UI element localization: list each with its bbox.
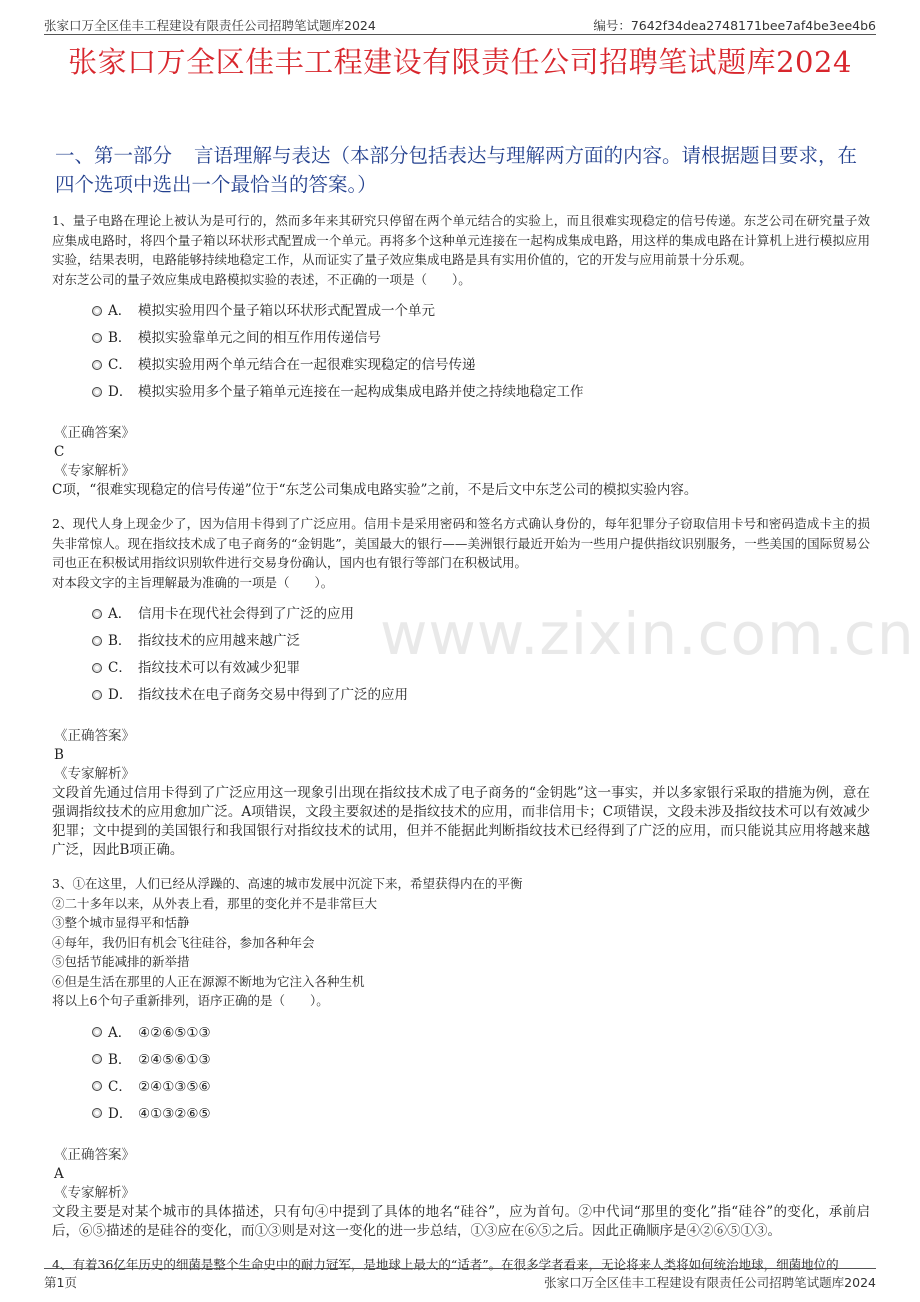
- question-stem: 2、现代人身上现金少了，因为信用卡得到了广泛应用。信用卡是采用密码和签名方式确认身份的，每年犯罪分子窃取信用卡号和密码造成卡主的损失非常惊人。现在指纹技术成了电子商务的“金钥匙”，美国最大的银行——美洲银行最近开始为一些用户提供指纹识别服务，一些美国的国际贸易公司也正在积极试用指纹识别软件进行交易身份确认，国内也有银行等部门在积极试用。: [52, 516, 870, 570]
- radio-button-icon[interactable]: [92, 360, 102, 370]
- option-letter: C．: [108, 357, 132, 373]
- radio-button-icon[interactable]: [92, 306, 102, 316]
- option-d[interactable]: [92, 379, 870, 406]
- option-letter: C．: [108, 1078, 132, 1095]
- question-list: [52, 211, 870, 1274]
- answer-block: [52, 727, 870, 860]
- answer-value: A: [54, 1165, 64, 1182]
- option-a[interactable]: [92, 298, 870, 325]
- answer-label: 《正确答案》: [54, 1146, 135, 1163]
- option-letter: B．: [108, 1051, 132, 1068]
- question-stem: 4、有着36亿年历史的细菌是整个生命史中的耐力冠军，是地球上最大的“适者”。在很多学者看来，无论将来人类将如何统治地球，细菌地位的: [52, 1256, 839, 1272]
- option-letter: A．: [108, 1024, 132, 1041]
- option-letter: D．: [108, 1105, 133, 1122]
- option-text: ②④⑤⑥①③: [138, 1051, 211, 1068]
- radio-button-icon[interactable]: [92, 609, 102, 619]
- option-d[interactable]: [92, 682, 870, 709]
- question-sentence: ④每年，我仍旧有机会飞往硅谷，参加各种年会: [52, 934, 315, 950]
- option-list: [92, 601, 870, 709]
- radio-button-icon[interactable]: [92, 636, 102, 646]
- option-text: ④②⑥⑤①③: [138, 1024, 211, 1041]
- question-sentence: ⑤包括节能减排的新举措: [52, 954, 190, 969]
- radio-button-icon[interactable]: [92, 1108, 102, 1118]
- option-c[interactable]: [92, 352, 870, 379]
- analysis-text: 文段主要是对某个城市的具体描述，只有句④中提到了具体的地名“硅谷”，应为首句。②中代词“那里的变化”指“硅谷”的变化，承前启后，⑥⑤描述的是硅谷的变化，而①③则是对这一变化的进一步总结，①③应在⑥⑤之后。因此正确顺序是④②⑥⑤①③。: [52, 1203, 870, 1239]
- option-text: 模拟实验用两个单元结合在一起很难实现稳定的信号传递: [138, 357, 476, 373]
- document-title: 张家口万全区佳丰工程建设有限责任公司招聘笔试题库2024: [68, 45, 852, 79]
- option-c[interactable]: [92, 1074, 870, 1101]
- option-list: [92, 1020, 870, 1128]
- answer-value: B: [54, 747, 64, 763]
- radio-button-icon[interactable]: [92, 690, 102, 700]
- page-number: 第1页: [44, 1275, 77, 1290]
- option-letter: B．: [108, 633, 132, 649]
- option-text: 指纹技术可以有效减少犯罪: [138, 660, 300, 676]
- section-heading: [55, 141, 865, 199]
- option-text: 模拟实验用多个量子箱单元连接在一起构成集成电路并使之持续地稳定工作: [138, 384, 584, 400]
- radio-button-icon[interactable]: [92, 333, 102, 343]
- option-letter: C．: [108, 660, 132, 676]
- analysis-label: 《专家解析》: [54, 463, 135, 479]
- option-text: 信用卡在现代社会得到了广泛的应用: [138, 606, 354, 622]
- analysis-label: 《专家解析》: [54, 1184, 135, 1201]
- option-d[interactable]: [92, 1101, 870, 1128]
- question-stem: 1、量子电路在理论上被认为是可行的，然而多年来其研究只停留在两个单元结合的实验上，而且很难实现稳定的信号传递。东芝公司在研究量子效应集成电路时，将四个量子箱以环状形式配置成一个单元。再将多个这种单元连接在一起构成集成电路，用这样的集成电路在计算机上进行模拟应用实验，结果表明，电路能够持续地稳定工作，从而证实了量子效应集成电路是具有实用价值的，它的开发与应用前景十分乐观。: [52, 213, 870, 267]
- option-text: 模拟实验用四个量子箱以环状形式配置成一个单元: [138, 303, 435, 319]
- radio-button-icon[interactable]: [92, 387, 102, 397]
- answer-block: [52, 1146, 870, 1241]
- header-doc-title: 张家口万全区佳丰工程建设有限责任公司招聘笔试题库2024: [44, 18, 376, 33]
- page-footer: [44, 1268, 876, 1293]
- question-prompt: 对东芝公司的量子效应集成电路模拟实验的表述，不正确的一项是（ ）。: [52, 271, 471, 287]
- section-text: 言语理解与表达（本部分包括表达与理解两方面的内容。请根据题目要求，在四个选项中选出一个最恰当的答案。）: [55, 144, 858, 196]
- radio-button-icon[interactable]: [92, 1081, 102, 1091]
- option-text: 指纹技术的应用越来越广泛: [138, 633, 300, 649]
- option-b[interactable]: [92, 1047, 870, 1074]
- option-list: [92, 298, 870, 406]
- question-stem: 3、①在这里，人们已经从浮躁的、高速的城市发展中沉淀下来，希望获得内在的平衡: [52, 876, 523, 891]
- option-text: ②④①③⑤⑥: [138, 1078, 211, 1095]
- answer-label: 《正确答案》: [54, 425, 135, 441]
- analysis-text: 文段首先通过信用卡得到了广泛应用这一现象引出现在指纹技术成了电子商务的“金钥匙”这一事实，并以多家银行采取的措施为例，意在强调指纹技术的应用愈加广泛。A项错误，文段主要叙述的是指纹技术的应用，而非信用卡；C项错误，文段未涉及指纹技术可以有效减少犯罪；文中提到的美国银行和我国银行对指纹技术的试用，但并不能据此判断指纹技术已经得到了广泛的应用，而只能说其应用将越来越广泛，因此B项正确。: [52, 785, 870, 858]
- option-letter: D．: [108, 687, 133, 703]
- option-letter: A．: [108, 606, 132, 622]
- option-b[interactable]: [92, 325, 870, 352]
- question-prompt: 将以上6个句子重新排列，语序正确的是（ ）。: [52, 993, 329, 1008]
- answer-value: C: [54, 444, 65, 460]
- option-letter: D．: [108, 384, 133, 400]
- analysis-label: 《专家解析》: [54, 766, 135, 782]
- page-header: [44, 12, 876, 35]
- answer-block: [52, 424, 870, 500]
- section-number: 一、第一部分: [55, 144, 173, 167]
- option-c[interactable]: [92, 655, 870, 682]
- option-letter: B．: [108, 330, 132, 346]
- question-sentence: ③整个城市显得平和恬静: [52, 915, 190, 930]
- option-text: 模拟实验靠单元之间的相互作用传递信号: [138, 330, 381, 346]
- question-sentence: ②二十多年以来，从外表上看，那里的变化并不是非常巨大: [52, 895, 378, 911]
- option-b[interactable]: [92, 628, 870, 655]
- question-sentence: ⑥但是生活在那里的人正在源源不断地为它注入各种生机: [52, 973, 365, 989]
- radio-button-icon[interactable]: [92, 1054, 102, 1064]
- answer-label: 《正确答案》: [54, 728, 135, 744]
- radio-button-icon[interactable]: [92, 663, 102, 673]
- option-a[interactable]: [92, 1020, 870, 1047]
- option-text: ④①③②⑥⑤: [138, 1105, 211, 1122]
- question-3: [52, 874, 870, 1241]
- analysis-text: C项，“很难实现稳定的信号传递”位于“东芝公司集成电路实验”之前，不是后文中东芝公司的模拟实验内容。: [52, 482, 698, 498]
- footer-doc-title: 张家口万全区佳丰工程建设有限责任公司招聘笔试题库2024: [544, 1275, 876, 1290]
- question-prompt: 对本段文字的主旨理解最为准确的一项是（ ）。: [52, 574, 334, 590]
- option-letter: A．: [108, 303, 132, 319]
- question-2: [52, 514, 870, 860]
- option-a[interactable]: [92, 601, 870, 628]
- question-1: [52, 211, 870, 500]
- option-text: 指纹技术在电子商务交易中得到了广泛的应用: [138, 687, 408, 703]
- watermark: www.zixin.com.cn: [380, 600, 915, 668]
- radio-button-icon[interactable]: [92, 1027, 102, 1037]
- header-doc-id: 编号：7642f34dea2748171bee7af4be3ee4b6: [593, 18, 876, 33]
